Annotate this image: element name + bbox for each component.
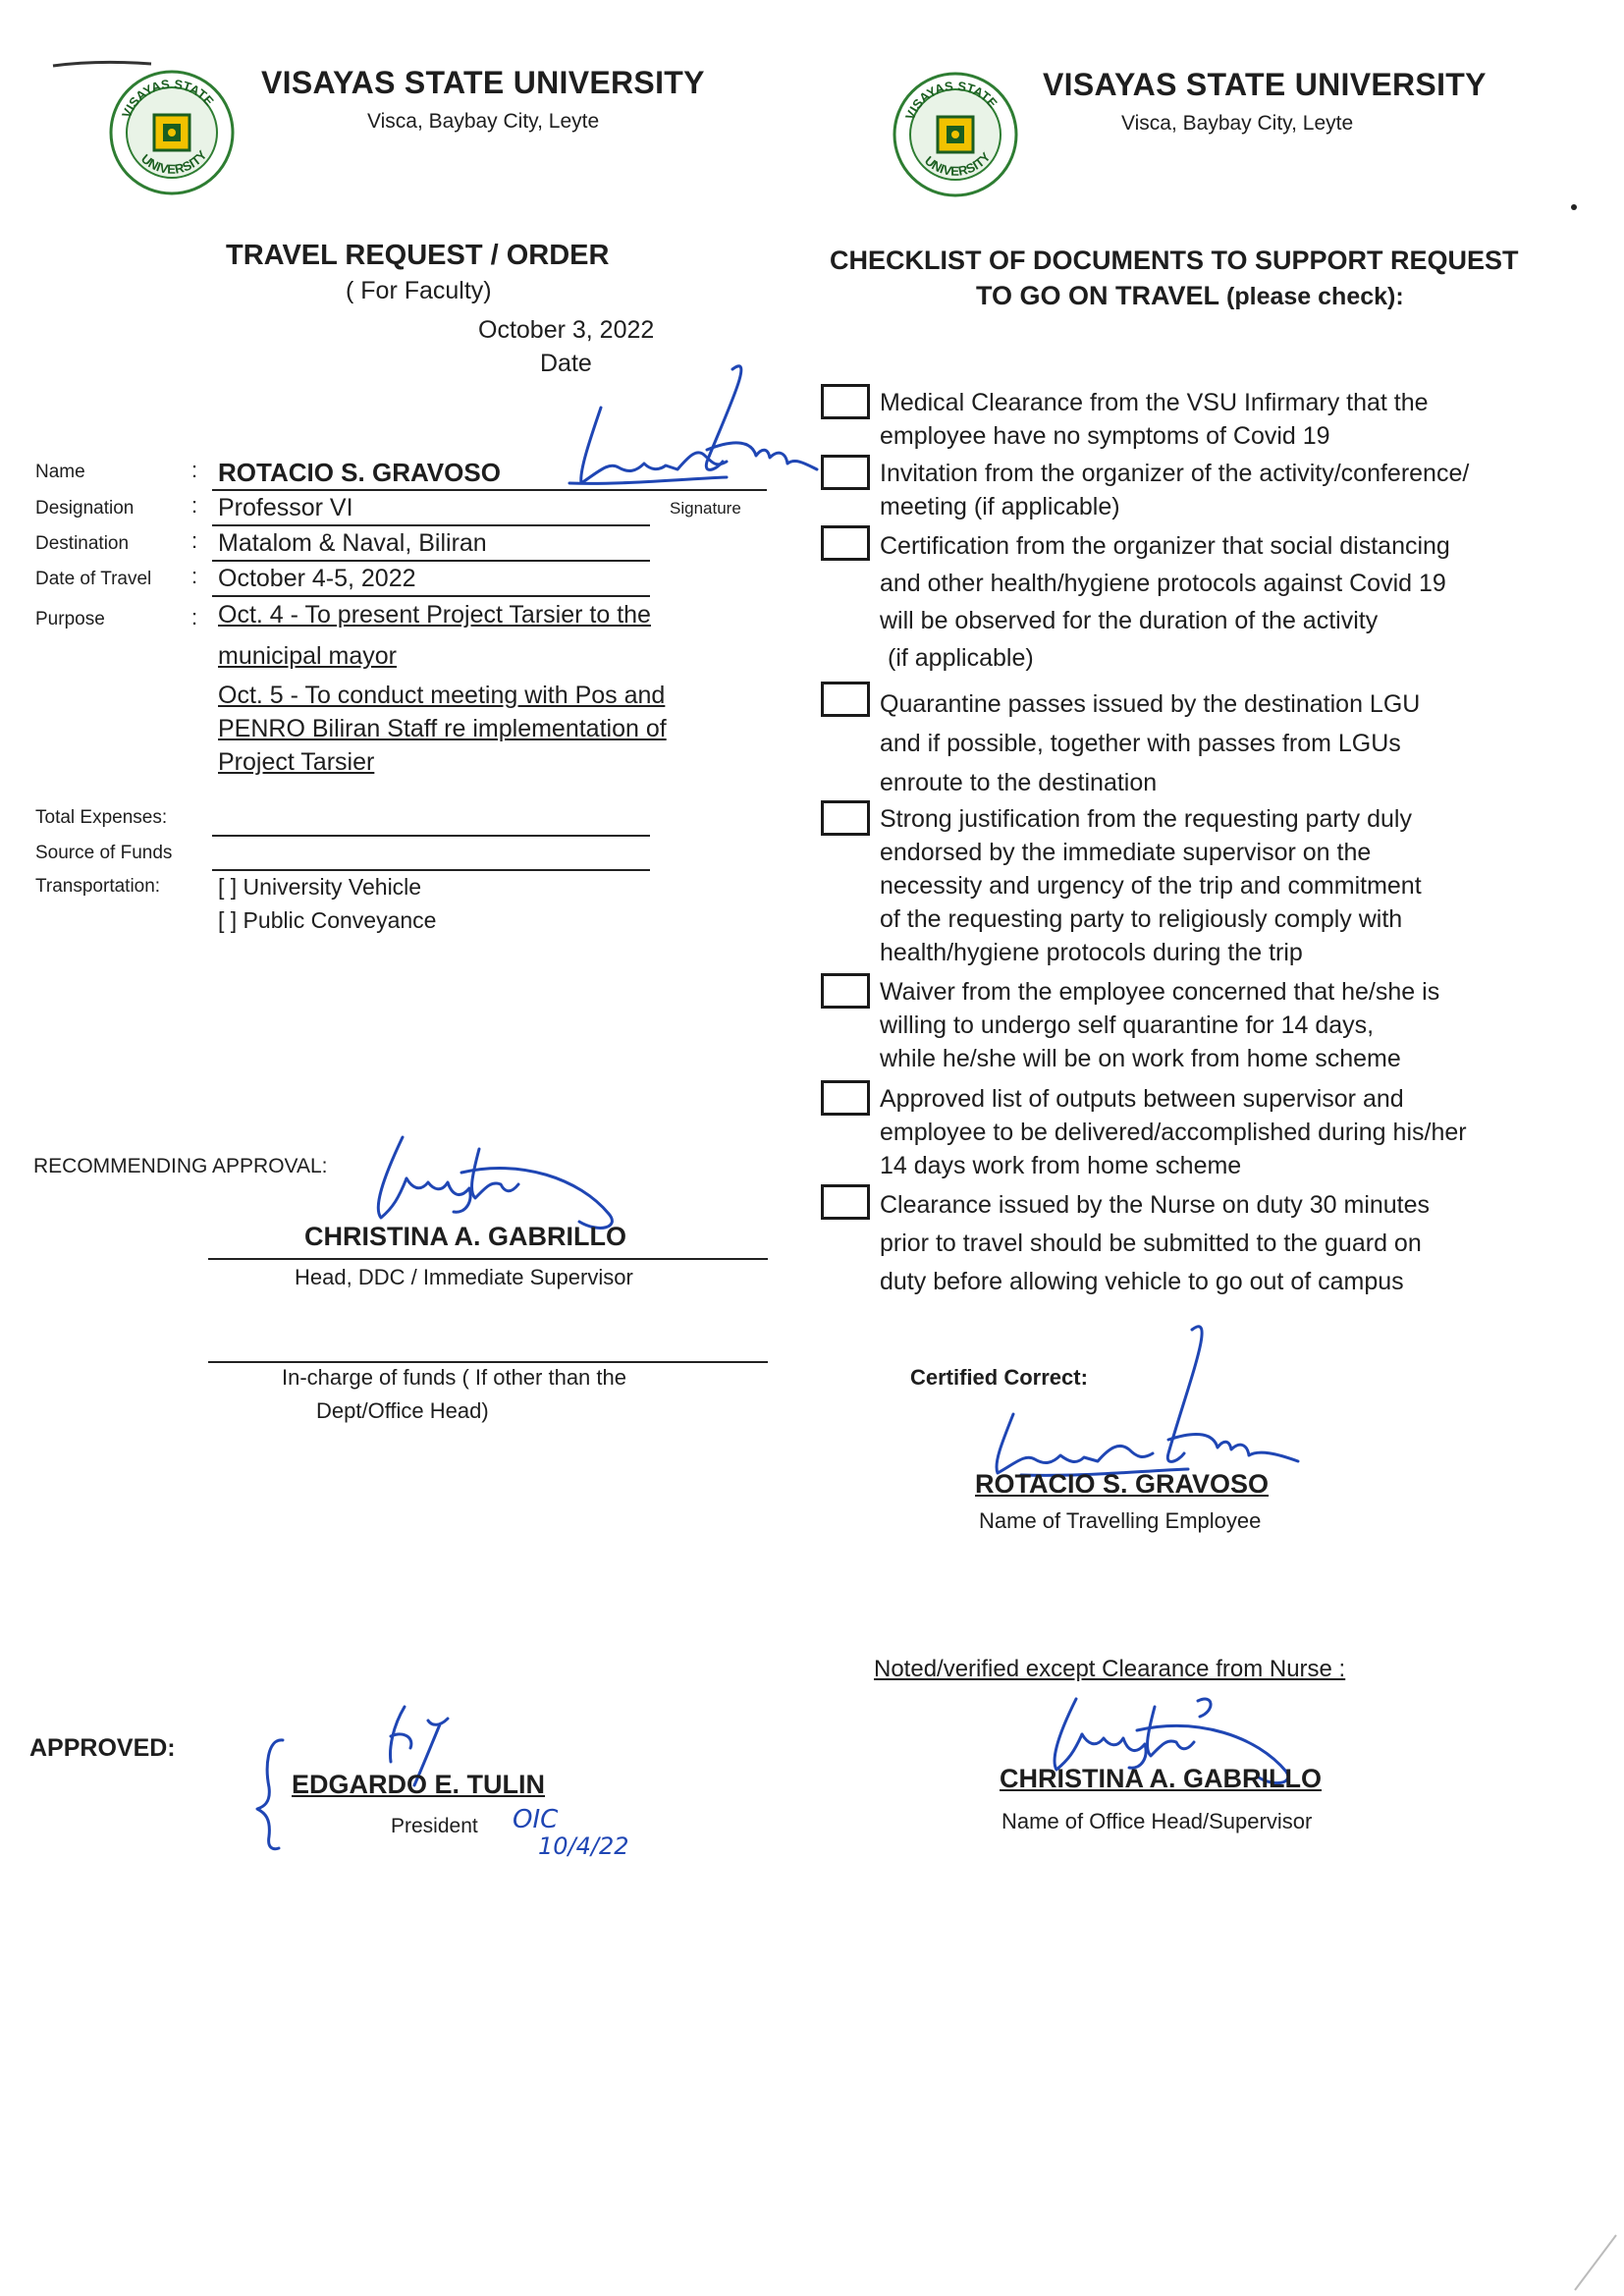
checklist-item <box>880 802 1567 969</box>
source-of-funds-line <box>212 869 650 871</box>
date-of-travel-colon: : <box>191 564 198 588</box>
checklist-item <box>880 1082 1567 1182</box>
approved-label: APPROVED: <box>29 1734 176 1762</box>
checklist-item-line: meeting (if applicable) <box>880 493 1120 520</box>
checklist-checkbox[interactable] <box>821 1184 870 1220</box>
checklist-item-line: 14 days work from home scheme <box>880 1152 1242 1179</box>
requester-signature <box>560 354 825 511</box>
destination-colon: : <box>191 528 198 553</box>
checklist-item-line: of the requesting party to religiously comply with <box>880 905 1403 933</box>
total-expenses-label: Total Expenses: <box>35 807 168 828</box>
checklist-checkbox[interactable] <box>821 973 870 1009</box>
checklist-item-line: will be observed for the duration of the activity <box>880 607 1379 634</box>
checklist-item <box>880 386 1567 453</box>
ink-dot <box>1569 202 1579 212</box>
checklist-item-line: Waiver from the employee concerned that he/she is <box>880 978 1440 1006</box>
seal-bottom-text: UNIVERSITY <box>137 147 210 177</box>
checklist-item-line: Strong justification from the requesting party duly <box>880 805 1412 833</box>
checklist-item-line: health/hygiene protocols during the trip <box>880 939 1303 966</box>
checklist-checkbox[interactable] <box>821 800 870 836</box>
university-address: Visca, Baybay City, Leyte <box>367 110 600 133</box>
checklist-item-line: employee to be delivered/accomplished during his/her <box>880 1119 1467 1146</box>
checklist-item-line: Certification from the organizer that social distancing <box>880 532 1450 560</box>
checklist-item-line: enroute to the destination <box>880 769 1158 796</box>
university-seal-left <box>108 69 236 196</box>
university-seal-right <box>892 71 1019 198</box>
name-value: ROTACIO S. GRAVOSO <box>218 458 501 487</box>
checklist-item-line: Clearance issued by the Nurse on duty 30 minutes <box>880 1191 1431 1219</box>
noted-verified-label: Noted/verified except Clearance from Nurse : <box>874 1656 1346 1682</box>
destination-underline <box>212 560 650 562</box>
date-of-travel-underline <box>212 595 650 597</box>
checklist-checkbox[interactable] <box>821 1080 870 1116</box>
checklist-item <box>880 527 1567 677</box>
designation-value: Professor VI <box>218 494 353 521</box>
checklist-item-line: and if possible, together with passes from LGUs <box>880 730 1401 757</box>
checklist-item-line: (if applicable) <box>888 644 1034 672</box>
recommending-title: Head, DDC / Immediate Supervisor <box>295 1265 633 1289</box>
checklist-heading-note: (please check): <box>1226 283 1404 310</box>
corner-mark <box>1571 2229 1620 2294</box>
checklist-item-line: endorsed by the immediate supervisor on the <box>880 839 1372 866</box>
checklist-checkbox[interactable] <box>821 384 870 419</box>
handwritten-oic-note: OIC <box>513 1805 559 1834</box>
recommending-approval-label: RECOMMENDING APPROVAL: <box>33 1155 328 1177</box>
transport-option-public: [ ] Public Conveyance <box>218 907 437 933</box>
checklist-checkbox[interactable] <box>821 682 870 717</box>
checklist-item-line: Approved list of outputs between supervisor and <box>880 1085 1404 1113</box>
checklist-checkbox[interactable] <box>821 455 870 490</box>
checklist-item-line: Quarantine passes issued by the destination LGU <box>880 690 1421 718</box>
certified-caption: Name of Travelling Employee <box>979 1508 1262 1533</box>
date-of-travel-label: Date of Travel <box>35 569 152 589</box>
seal-top-text: VISAYAS STATE <box>118 76 217 121</box>
checklist-item-line: and other health/hygiene protocols against Covid 19 <box>880 570 1446 597</box>
signature-caption: Signature <box>670 499 741 518</box>
checklist-item <box>880 975 1567 1075</box>
university-name: VISAYAS STATE UNIVERSITY <box>1043 67 1487 102</box>
checklist-item-line: willing to undergo self quarantine for 14 days, <box>880 1011 1375 1039</box>
seal-bottom-text: UNIVERSITY <box>921 149 994 179</box>
designation-colon: : <box>191 493 198 518</box>
checklist-item <box>880 1186 1567 1301</box>
checklist-item-line: Invitation from the organizer of the activity/conference/ <box>880 460 1470 487</box>
university-name: VISAYAS STATE UNIVERSITY <box>261 65 705 100</box>
funds-signature-line <box>208 1361 768 1363</box>
funds-caption-line1: In-charge of funds ( If other than the <box>282 1365 626 1390</box>
transport-option-vehicle: [ ] University Vehicle <box>218 874 422 900</box>
approved-title: President <box>391 1815 478 1837</box>
purpose-line: Oct. 5 - To conduct meeting with Pos and <box>218 682 666 709</box>
checklist-item-line: employee have no symptoms of Covid 19 <box>880 422 1330 450</box>
recommending-signature-line <box>208 1258 768 1260</box>
request-date: October 3, 2022 <box>478 316 655 344</box>
certified-name: ROTACIO S. GRAVOSO <box>975 1469 1270 1499</box>
checklist-item <box>880 684 1567 802</box>
name-label: Name <box>35 462 85 482</box>
designation-underline <box>212 524 650 526</box>
designation-label: Designation <box>35 498 135 519</box>
destination-label: Destination <box>35 533 130 554</box>
checklist-item-line: necessity and urgency of the trip and commitment <box>880 872 1422 900</box>
form-title: TRAVEL REQUEST / ORDER <box>226 240 610 271</box>
checklist-item <box>880 457 1567 523</box>
university-address: Visca, Baybay City, Leyte <box>1121 112 1354 135</box>
handwritten-date-note: 10/4/22 <box>538 1832 629 1860</box>
checklist-heading-line2: TO GO ON TRAVEL <box>976 281 1219 310</box>
approved-bracket-mark <box>253 1728 293 1856</box>
checklist-item-line: duty before allowing vehicle to go out of campus <box>880 1268 1404 1295</box>
checklist-heading-line1: CHECKLIST OF DOCUMENTS TO SUPPORT REQUEST <box>830 246 1519 275</box>
date-of-travel-value: October 4-5, 2022 <box>218 565 416 592</box>
checklist-heading-line2-wrap <box>976 281 1404 311</box>
recommending-name: CHRISTINA A. GABRILLO <box>304 1222 626 1251</box>
source-of-funds-label: Source of Funds <box>35 843 173 863</box>
checklist-item-line: prior to travel should be submitted to the guard on <box>880 1230 1422 1257</box>
transportation-label: Transportation: <box>35 876 161 897</box>
purpose-line: Oct. 4 - To present Project Tarsier to the <box>218 601 651 629</box>
certified-correct-label: Certified Correct: <box>910 1365 1088 1390</box>
total-expenses-line <box>212 835 650 837</box>
noted-name: CHRISTINA A. GABRILLO <box>1000 1764 1322 1793</box>
checklist-checkbox[interactable] <box>821 525 870 561</box>
seal-top-text: VISAYAS STATE <box>901 78 1001 123</box>
purpose-line: municipal mayor <box>218 642 398 670</box>
request-date-label: Date <box>540 350 592 377</box>
destination-value: Matalom & Naval, Biliran <box>218 529 487 557</box>
checklist-item-line: while he/she will be on work from home scheme <box>880 1045 1401 1072</box>
approved-name: EDGARDO E. TULIN <box>292 1770 546 1799</box>
purpose-line: PENRO Biliran Staff re implementation of <box>218 715 667 742</box>
funds-caption-line2: Dept/Office Head) <box>316 1398 489 1423</box>
noted-caption: Name of Office Head/Supervisor <box>1001 1809 1313 1833</box>
purpose-line: Project Tarsier <box>218 748 375 776</box>
purpose-colon: : <box>191 605 198 629</box>
form-subtitle: ( For Faculty) <box>346 277 492 304</box>
checklist-item-line: Medical Clearance from the VSU Infirmary that the <box>880 389 1429 416</box>
purpose-label: Purpose <box>35 609 105 629</box>
name-colon: : <box>191 458 198 482</box>
